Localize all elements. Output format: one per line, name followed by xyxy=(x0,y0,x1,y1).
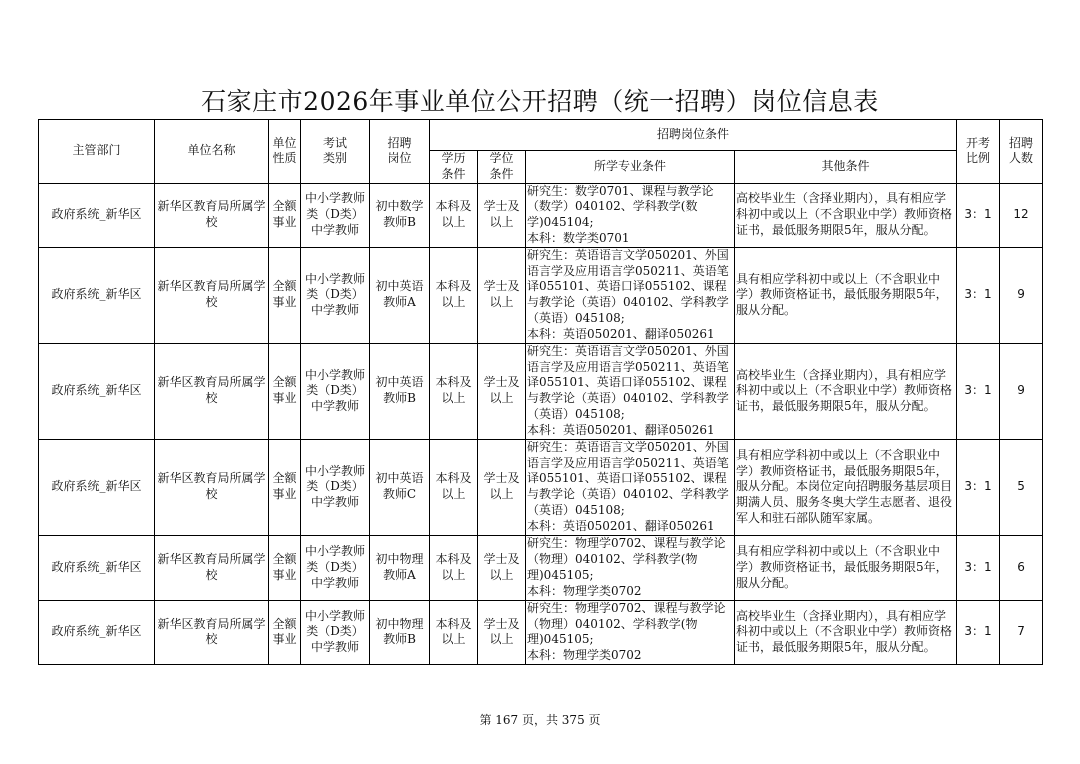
cell-post: 初中数学教师B xyxy=(370,183,430,247)
cell-degree: 学士及以上 xyxy=(478,535,526,600)
cell-degree: 学士及以上 xyxy=(478,247,526,343)
cell-degree: 学士及以上 xyxy=(478,600,526,664)
cell-dept: 政府系统_新华区 xyxy=(39,247,155,343)
cell-ratio: 3：1 xyxy=(957,600,1000,664)
cell-exam: 中小学教师类（D类）中学教师 xyxy=(301,183,370,247)
cell-unit: 新华区教育局所属学校 xyxy=(155,343,269,439)
cell-major: 研究生：英语语言文学050201、外国语言学及应用语言学050211、英语笔译055101、英语口译055102、课程与教学论（英语）040102、学科教学（英语）045108; 本科：英语050201、翻译050261 xyxy=(526,343,735,439)
cell-nature: 全额事业 xyxy=(269,600,301,664)
cell-other: 高校毕业生（含择业期内），具有相应学科初中或以上（不含职业中学）教师资格证书，最低服务期限5年，服从分配。 xyxy=(735,343,957,439)
page-footer: 第 167 页，共 375 页 xyxy=(479,713,601,727)
cell-edu: 本科及以上 xyxy=(430,535,478,600)
cell-unit: 新华区教育局所属学校 xyxy=(155,600,269,664)
cell-dept: 政府系统_新华区 xyxy=(39,600,155,664)
table-row xyxy=(39,247,1043,343)
cell-edu: 本科及以上 xyxy=(430,600,478,664)
cell-major: 研究生：英语语言文学050201、外国语言学及应用语言学050211、英语笔译055101、英语口译055102、课程与教学论（英语）040102、学科教学（英语）045108; 本科：英语050201、翻译050261 xyxy=(526,439,735,535)
cell-unit: 新华区教育局所属学校 xyxy=(155,439,269,535)
header-nature: 单位 性质 xyxy=(269,120,301,184)
cell-count: 7 xyxy=(1000,600,1043,664)
cell-degree: 学士及以上 xyxy=(478,439,526,535)
cell-major: 研究生：英语语言文学050201、外国语言学及应用语言学050211、英语笔译055101、英语口译055102、课程与教学论（英语）040102、学科教学（英语）045108; 本科：英语050201、翻译050261 xyxy=(526,247,735,343)
cell-other: 具有相应学科初中或以上（不含职业中学）教师资格证书，最低服务期限5年，服从分配。 xyxy=(735,535,957,600)
table-row xyxy=(39,183,1043,247)
cell-exam: 中小学教师类（D类）中学教师 xyxy=(301,439,370,535)
header-unit: 单位名称 xyxy=(155,120,269,184)
header-dept: 主管部门 xyxy=(39,120,155,184)
cell-major: 研究生：物理学0702、课程与教学论（物理）040102、学科教学(物理)045105; 本科：物理学类0702 xyxy=(526,600,735,664)
cell-ratio: 3：1 xyxy=(957,183,1000,247)
cell-other: 具有相应学科初中或以上（不含职业中学）教师资格证书，最低服务期限5年，服从分配。本岗位定向招聘服务基层项目期满人员、服务冬奥大学生志愿者、退役军人和驻石部队随军家属。 xyxy=(735,439,957,535)
cell-dept: 政府系统_新华区 xyxy=(39,439,155,535)
table-row xyxy=(39,535,1043,600)
cell-exam: 中小学教师类（D类）中学教师 xyxy=(301,343,370,439)
header-degree: 学位 条件 xyxy=(478,151,526,184)
cell-edu: 本科及以上 xyxy=(430,183,478,247)
cell-exam: 中小学教师类（D类）中学教师 xyxy=(301,535,370,600)
table-row xyxy=(39,600,1043,664)
header-major: 所学专业条件 xyxy=(526,151,735,184)
cell-ratio: 3：1 xyxy=(957,535,1000,600)
cell-post: 初中英语教师B xyxy=(370,343,430,439)
cell-degree: 学士及以上 xyxy=(478,183,526,247)
cell-ratio: 3：1 xyxy=(957,247,1000,343)
cell-edu: 本科及以上 xyxy=(430,247,478,343)
cell-ratio: 3：1 xyxy=(957,343,1000,439)
cell-count: 5 xyxy=(1000,439,1043,535)
header-post: 招聘 岗位 xyxy=(370,120,430,184)
cell-count: 12 xyxy=(1000,183,1043,247)
header-conditions: 招聘岗位条件 xyxy=(430,120,957,151)
table-row xyxy=(39,439,1043,535)
cell-post: 初中英语教师C xyxy=(370,439,430,535)
cell-ratio: 3：1 xyxy=(957,439,1000,535)
cell-unit: 新华区教育局所属学校 xyxy=(155,183,269,247)
cell-exam: 中小学教师类（D类）中学教师 xyxy=(301,247,370,343)
header-ratio: 开考 比例 xyxy=(957,120,1000,184)
cell-unit: 新华区教育局所属学校 xyxy=(155,535,269,600)
page-title: 石家庄市2026年事业单位公开招聘（统一招聘）岗位信息表 xyxy=(201,87,879,116)
header-exam: 考试 类别 xyxy=(301,120,370,184)
cell-degree: 学士及以上 xyxy=(478,343,526,439)
cell-post: 初中英语教师A xyxy=(370,247,430,343)
cell-dept: 政府系统_新华区 xyxy=(39,183,155,247)
cell-major: 研究生：数学0701、课程与教学论（数学）040102、学科教学(数学)045104; 本科：数学类0701 xyxy=(526,183,735,247)
cell-nature: 全额事业 xyxy=(269,343,301,439)
header-other: 其他条件 xyxy=(735,151,957,184)
cell-edu: 本科及以上 xyxy=(430,439,478,535)
cell-major: 研究生：物理学0702、课程与教学论（物理）040102、学科教学(物理)045105; 本科：物理学类0702 xyxy=(526,535,735,600)
cell-edu: 本科及以上 xyxy=(430,343,478,439)
cell-post: 初中物理教师A xyxy=(370,535,430,600)
cell-dept: 政府系统_新华区 xyxy=(39,535,155,600)
cell-post: 初中物理教师B xyxy=(370,600,430,664)
cell-exam: 中小学教师类（D类）中学教师 xyxy=(301,600,370,664)
header-count: 招聘 人数 xyxy=(1000,120,1043,184)
cell-nature: 全额事业 xyxy=(269,535,301,600)
cell-unit: 新华区教育局所属学校 xyxy=(155,247,269,343)
cell-nature: 全额事业 xyxy=(269,247,301,343)
recruitment-table xyxy=(38,119,1043,665)
cell-count: 9 xyxy=(1000,247,1043,343)
cell-other: 高校毕业生（含择业期内），具有相应学科初中或以上（不含职业中学）教师资格证书，最低服务期限5年，服从分配。 xyxy=(735,183,957,247)
cell-count: 9 xyxy=(1000,343,1043,439)
cell-other: 高校毕业生（含择业期内），具有相应学科初中或以上（不含职业中学）教师资格证书，最低服务期限5年，服从分配。 xyxy=(735,600,957,664)
cell-count: 6 xyxy=(1000,535,1043,600)
cell-nature: 全额事业 xyxy=(269,183,301,247)
header-edu: 学历 条件 xyxy=(430,151,478,184)
cell-other: 具有相应学科初中或以上（不含职业中学）教师资格证书，最低服务期限5年，服从分配。 xyxy=(735,247,957,343)
table-row xyxy=(39,343,1043,439)
cell-nature: 全额事业 xyxy=(269,439,301,535)
cell-dept: 政府系统_新华区 xyxy=(39,343,155,439)
